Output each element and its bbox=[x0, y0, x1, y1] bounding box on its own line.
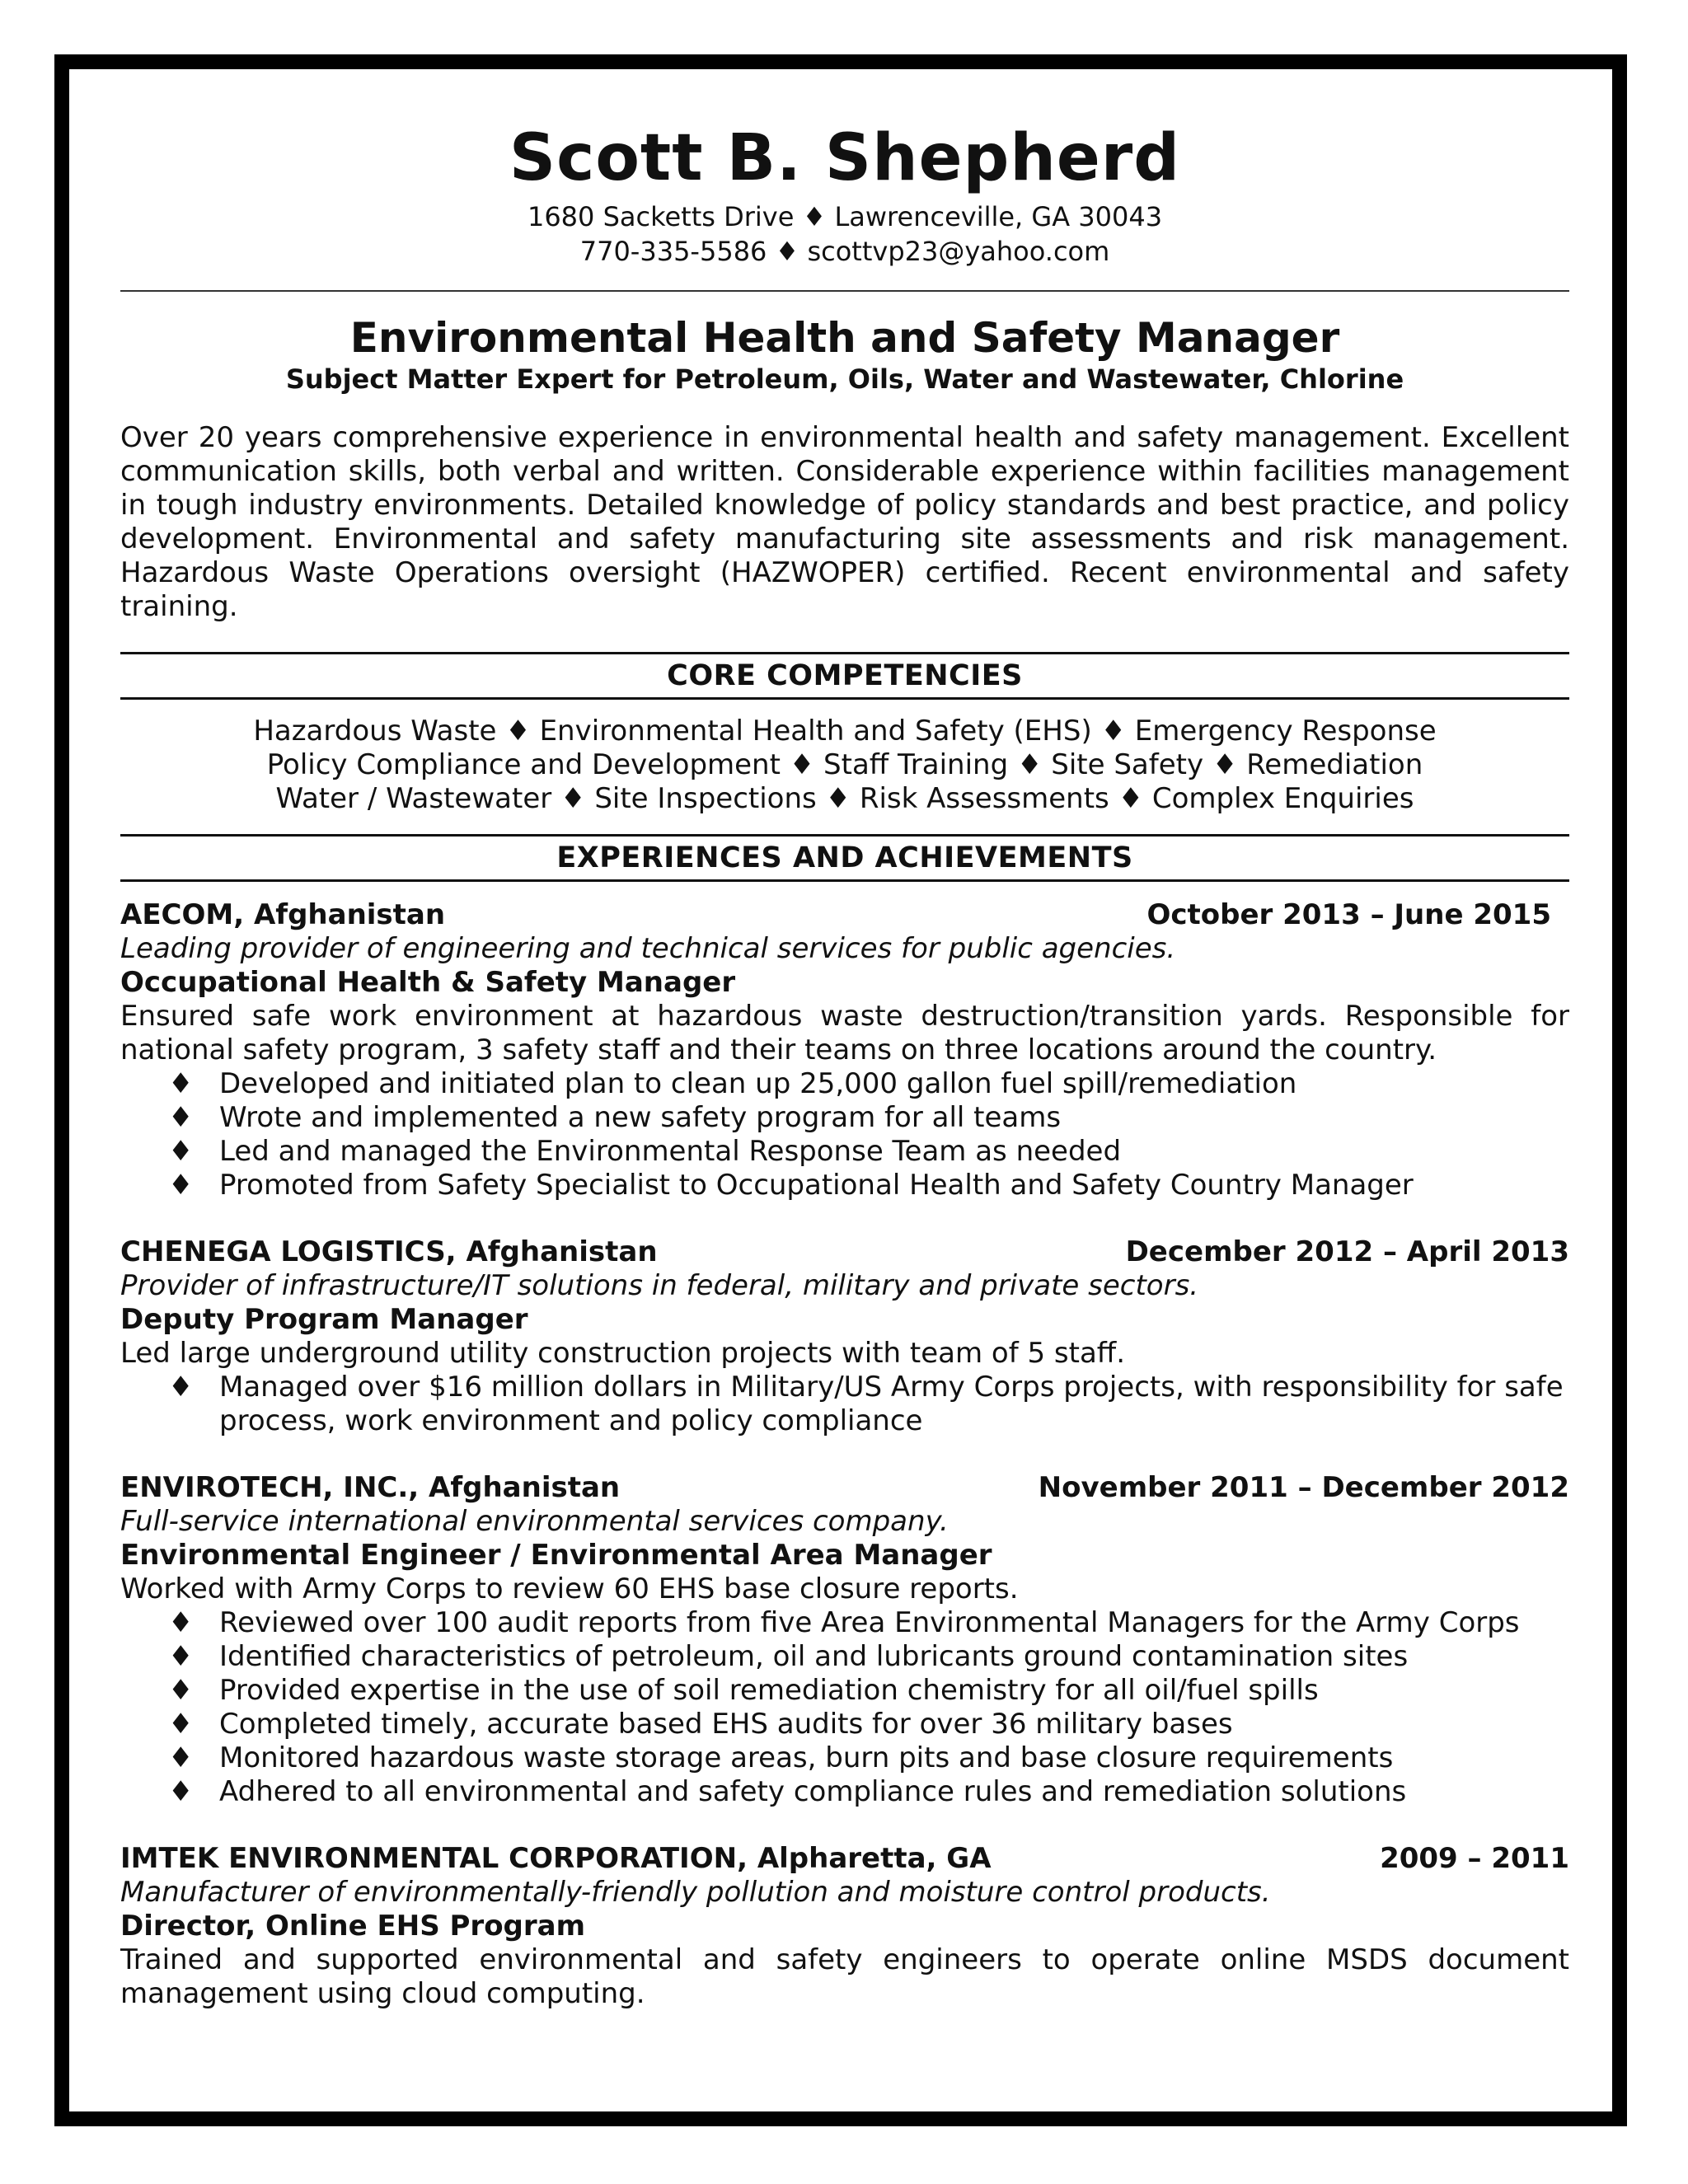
diamond-bullet-icon: ♦ bbox=[168, 1708, 194, 1741]
job-company-description: Provider of infrastructure/IT solutions in federal, military and private sectors. bbox=[120, 1269, 1199, 1303]
achievement-text: Promoted from Safety Specialist to Occupational Health and Safety Country Manager bbox=[219, 1169, 1414, 1202]
job-summary: Worked with Army Corps to review 60 EHS base closure reports. bbox=[120, 1572, 1019, 1606]
job-achievements bbox=[120, 1371, 1569, 1438]
job-dates: 2009 – 2011 bbox=[1380, 1842, 1569, 1876]
job-header bbox=[120, 1235, 1569, 1269]
job-role: Director, Online EHS Program bbox=[120, 1910, 586, 1943]
job-summary: Ensured safe work environment at hazardous waste destruction/transition yards. Responsible for national safety program, 3 safety staff and their teams on three locations around the country. bbox=[120, 1000, 1569, 1067]
job-achievements bbox=[120, 1067, 1569, 1202]
diamond-bullet-icon: ♦ bbox=[168, 1674, 194, 1708]
contact-address: 1680 Sacketts Drive ♦ Lawrenceville, GA 30043 bbox=[527, 200, 1163, 232]
list-item bbox=[120, 1708, 1569, 1741]
list-item bbox=[120, 1101, 1569, 1135]
job-entry bbox=[120, 1235, 1569, 1438]
job-dates: October 2013 – June 2015 bbox=[1146, 898, 1551, 932]
list-item bbox=[120, 1169, 1569, 1202]
list-item bbox=[120, 1135, 1569, 1169]
achievement-text: Led and managed the Environmental Response Team as needed bbox=[219, 1135, 1122, 1169]
section-heading-experience: EXPERIENCES AND ACHIEVEMENTS bbox=[120, 834, 1569, 882]
achievement-text: Managed over $16 million dollars in Military/US Army Corps projects, with responsibility for safe process, work environment and policy compliance bbox=[219, 1371, 1564, 1438]
headline-subtitle: Subject Matter Expert for Petroleum, Oils, Water and Wastewater, Chlorine bbox=[285, 363, 1404, 395]
experience-list bbox=[120, 898, 1569, 2011]
competency-line: Hazardous Waste ♦ Environmental Health and Safety (EHS) ♦ Emergency Response bbox=[253, 715, 1437, 748]
job-entry bbox=[120, 1842, 1569, 2011]
job-header bbox=[120, 1842, 1569, 1876]
achievement-text: Wrote and implemented a new safety program for all teams bbox=[219, 1101, 1062, 1135]
job-role: Deputy Program Manager bbox=[120, 1303, 528, 1337]
job-company-description: Manufacturer of environmentally-friendly pollution and moisture control products. bbox=[120, 1876, 1271, 1910]
diamond-bullet-icon: ♦ bbox=[168, 1741, 194, 1775]
competency-line: Water / Wastewater ♦ Site Inspections ♦ Risk Assessments ♦ Complex Enquiries bbox=[275, 782, 1414, 816]
list-item bbox=[120, 1371, 1569, 1438]
candidate-name: Scott B. Shepherd bbox=[509, 121, 1181, 195]
diamond-bullet-icon: ♦ bbox=[168, 1067, 194, 1101]
achievement-text: Adhered to all environmental and safety compliance rules and remediation solutions bbox=[219, 1775, 1407, 1809]
achievement-text: Completed timely, accurate based EHS audits for over 36 military bases bbox=[219, 1708, 1233, 1741]
diamond-bullet-icon: ♦ bbox=[168, 1169, 194, 1202]
job-header bbox=[120, 898, 1569, 932]
job-summary: Trained and supported environmental and safety engineers to operate online MSDS document management using cloud computing. bbox=[120, 1943, 1569, 2011]
contact-phone-email: 770-335-5586 ♦ scottvp23@yahoo.com bbox=[579, 235, 1110, 267]
job-role: Occupational Health & Safety Manager bbox=[120, 966, 736, 1000]
job-dates: November 2011 – December 2012 bbox=[1038, 1471, 1569, 1505]
list-item bbox=[120, 1674, 1569, 1708]
professional-summary: Over 20 years comprehensive experience in environmental health and safety management. Excellent communication skills, both verbal and written. Considerable experience within facilities management in tough industry environments. Detailed knowledge of policy standards and best practice, and policy development. Environmental and safety manufacturing site assessments and risk management. Hazardous Waste Operations oversight (HAZWOPER) certified. Recent environmental and safety training. bbox=[120, 421, 1569, 624]
job-company: CHENEGA LOGISTICS, Afghanistan bbox=[120, 1235, 658, 1269]
job-role: Environmental Engineer / Environmental Area Manager bbox=[120, 1539, 992, 1572]
diamond-bullet-icon: ♦ bbox=[168, 1101, 194, 1135]
diamond-bullet-icon: ♦ bbox=[168, 1606, 194, 1640]
achievement-text: Developed and initiated plan to clean up 25,000 gallon fuel spill/remediation bbox=[219, 1067, 1297, 1101]
diamond-bullet-icon: ♦ bbox=[168, 1640, 194, 1674]
list-item bbox=[120, 1640, 1569, 1674]
job-company-description: Full-service international environmental services company. bbox=[120, 1505, 949, 1539]
job-entry bbox=[120, 898, 1569, 1202]
achievement-text: Monitored hazardous waste storage areas, burn pits and base closure requirements bbox=[219, 1741, 1394, 1775]
section-heading-competencies: CORE COMPETENCIES bbox=[120, 652, 1569, 700]
achievement-text: Provided expertise in the use of soil remediation chemistry for all oil/fuel spills bbox=[219, 1674, 1319, 1708]
list-item bbox=[120, 1606, 1569, 1640]
competency-line: Policy Compliance and Development ♦ Staff Training ♦ Site Safety ♦ Remediation bbox=[266, 748, 1423, 782]
list-item bbox=[120, 1775, 1569, 1809]
resume-body bbox=[120, 121, 1569, 2011]
job-company: IMTEK ENVIRONMENTAL CORPORATION, Alpharetta, GA bbox=[120, 1842, 992, 1876]
achievement-text: Reviewed over 100 audit reports from five Area Environmental Managers for the Army Corps bbox=[219, 1606, 1520, 1640]
job-achievements bbox=[120, 1606, 1569, 1809]
job-company: AECOM, Afghanistan bbox=[120, 898, 446, 932]
list-item bbox=[120, 1067, 1569, 1101]
job-dates: December 2012 – April 2013 bbox=[1125, 1235, 1569, 1269]
headline-title: Environmental Health and Safety Manager bbox=[349, 313, 1340, 362]
diamond-bullet-icon: ♦ bbox=[168, 1135, 194, 1169]
diamond-bullet-icon: ♦ bbox=[168, 1371, 194, 1404]
job-header bbox=[120, 1471, 1569, 1505]
job-summary: Led large underground utility construction projects with team of 5 staff. bbox=[120, 1337, 1126, 1371]
divider bbox=[120, 290, 1569, 292]
diamond-bullet-icon: ♦ bbox=[168, 1775, 194, 1809]
list-item bbox=[120, 1741, 1569, 1775]
achievement-text: Identified characteristics of petroleum, oil and lubricants ground contamination sites bbox=[219, 1640, 1409, 1674]
job-entry bbox=[120, 1471, 1569, 1809]
job-company: ENVIROTECH, INC., Afghanistan bbox=[120, 1471, 621, 1505]
job-company-description: Leading provider of engineering and technical services for public agencies. bbox=[120, 932, 1176, 966]
competencies-list bbox=[120, 715, 1569, 816]
